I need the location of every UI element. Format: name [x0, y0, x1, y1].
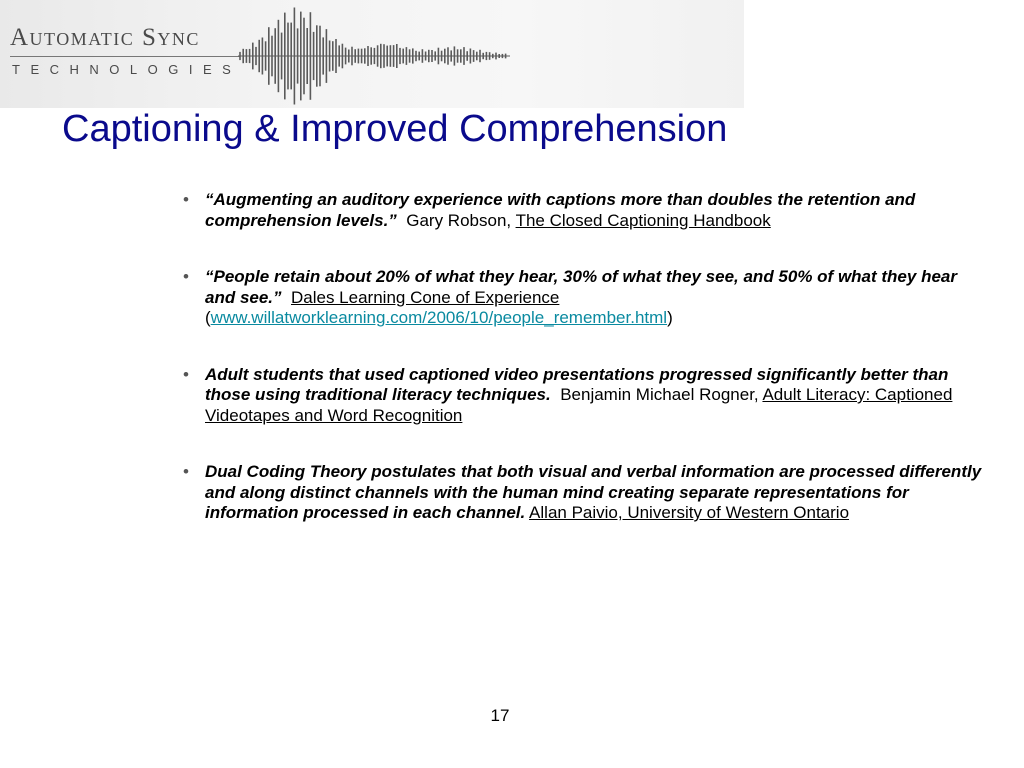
- bullet-item: [183, 365, 989, 427]
- source-link-dales-learning-cone[interactable]: Dales Learning Cone of Experience: [291, 287, 560, 307]
- page-number: 17: [490, 706, 510, 725]
- bullet-quote: “People retain about 20% of what they hear, 30% of what they see, and 50% of what they hear and see.”: [205, 267, 957, 307]
- bullet-author: Benjamin Michael Rogner,: [560, 385, 759, 404]
- bullet-quote: Adult students that used captioned video presentations progressed significantly better than those using traditional literacy techniques.: [205, 364, 949, 404]
- slide-title: Captioning & Improved Comprehension: [62, 108, 728, 150]
- bullet-item: [183, 462, 989, 524]
- bullet-point-icon: •: [183, 364, 189, 384]
- source-link-closed-captioning-handbook[interactable]: The Closed Captioning Handbook: [515, 210, 771, 230]
- bullet-point-icon: •: [183, 462, 189, 481]
- bullet-point-icon: •: [183, 267, 189, 286]
- logo-company-name: Automatic Sync: [10, 24, 200, 51]
- url-open-paren: (: [205, 308, 211, 327]
- bullet-author: Gary Robson,: [406, 210, 512, 230]
- company-logo-banner: [0, 0, 744, 108]
- bullet-list: [183, 190, 989, 560]
- bullet-item: [183, 190, 989, 231]
- bullet-point-icon: •: [183, 190, 189, 209]
- bullet-item: [183, 267, 989, 329]
- url-link-willatworklearning[interactable]: www.willatworklearning.com/2006/10/people_remember.html: [210, 308, 668, 327]
- source-link-adult-literacy[interactable]: Adult Literacy: Captioned Videotapes and Word Recognition: [205, 385, 953, 425]
- audio-waveform-icon: [238, 4, 510, 108]
- source-link-allan-paivio[interactable]: Allan Paivio, University of Western Ontario: [529, 503, 850, 522]
- bullet-quote: Dual Coding Theory postulates that both visual and verbal information are processed differently and along distinct channels with the human mind creating separate representations for information processed in each channel.: [205, 462, 982, 522]
- url-close-paren: ): [667, 308, 673, 327]
- logo-divider: [10, 56, 240, 57]
- logo-company-subtitle: TECHNOLOGIES: [12, 62, 242, 77]
- bullet-quote: “Augmenting an auditory experience with captions more than doubles the retention and comprehension levels.”: [205, 190, 916, 230]
